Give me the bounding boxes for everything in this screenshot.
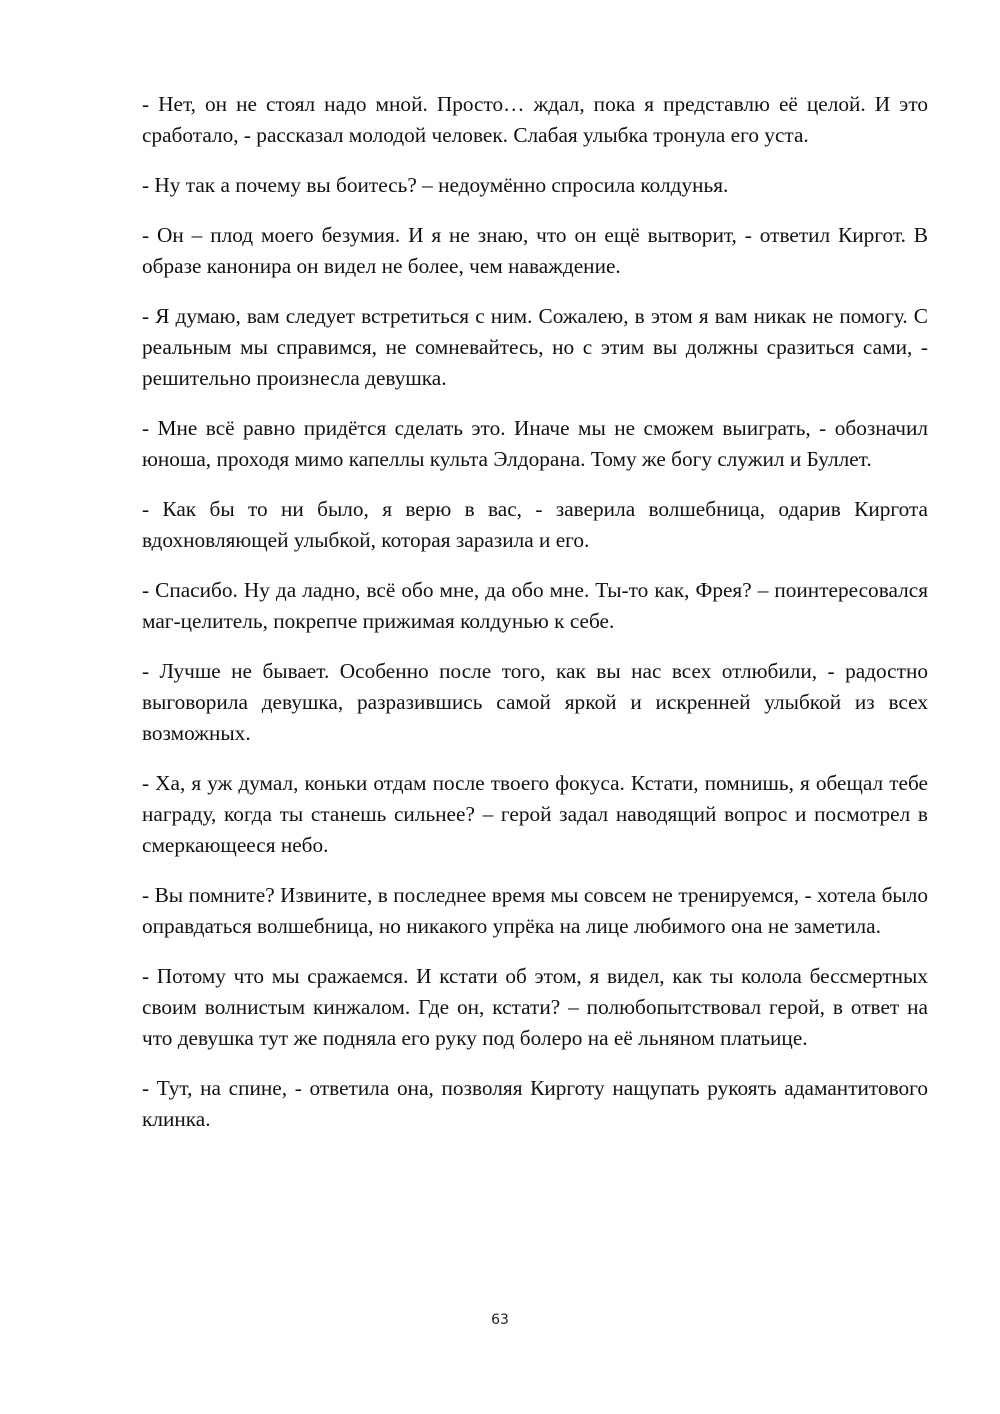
paragraph: - Лучше не бывает. Особенно после того, как вы нас всех отлюбили, - радостно выговорила девушка, разразившись самой яркой и искренней улыбкой из всех возможных. — [142, 659, 928, 745]
paragraph: - Мне всё равно придётся сделать это. Иначе мы не сможем выиграть, - обозначил юноша, проходя мимо капеллы культа Элдорана. Тому же богу служил и Буллет. — [142, 416, 928, 471]
paragraph: - Спасибо. Ну да ладно, всё обо мне, да обо мне. Ты-то как, Фрея? – поинтересовался маг-целитель, покрепче прижимая колдунью к себе. — [142, 578, 928, 633]
paragraph: - Тут, на спине, - ответила она, позволяя Кирготу нащупать рукоять адамантитового клинка. — [142, 1076, 928, 1131]
paragraph: - Я думаю, вам следует встретиться с ним. Сожалею, в этом я вам никак не помогу. С реальным мы справимся, не сомневайтесь, но с этим вы должны сразиться сами, - решительно произнесла девушка. — [142, 304, 928, 390]
paragraph: - Он – плод моего безумия. И я не знаю, что он ещё вытворит, - ответил Киргот. В образе канонира он видел не более, чем наваждение. — [142, 223, 928, 278]
paragraph: - Ну так а почему вы боитесь? – недоумённо спросила колдунья. — [142, 173, 729, 197]
paragraph: - Как бы то ни было, я верю в вас, - заверила волшебница, одарив Киргота вдохновляющей улыбкой, которая заразила и его. — [142, 497, 928, 552]
page-body — [142, 89, 928, 1154]
paragraph: - Вы помните? Извините, в последнее время мы совсем не тренируемся, - хотела было оправдаться волшебница, но никакого упрёка на лице любимого она не заметила. — [142, 883, 928, 938]
paragraph: - Нет, он не стоял надо мной. Просто… ждал, пока я представлю её целой. И это сработало, - рассказал молодой человек. Слабая улыбка тронула его уста. — [142, 92, 928, 147]
paragraph: - Ха, я уж думал, коньки отдам после твоего фокуса. Кстати, помнишь, я обещал тебе награду, когда ты станешь сильнее? – герой задал наводящий вопрос и посмотрел в смеркающееся небо. — [142, 771, 928, 857]
paragraph: - Потому что мы сражаемся. И кстати об этом, я видел, как ты колола бессмертных своим волнистым кинжалом. Где он, кстати? – полюбопытствовал герой, в ответ на что девушка тут же подняла его руку под болеро на её льняном платьице. — [142, 964, 928, 1050]
page-number: 63 — [491, 1312, 509, 1328]
